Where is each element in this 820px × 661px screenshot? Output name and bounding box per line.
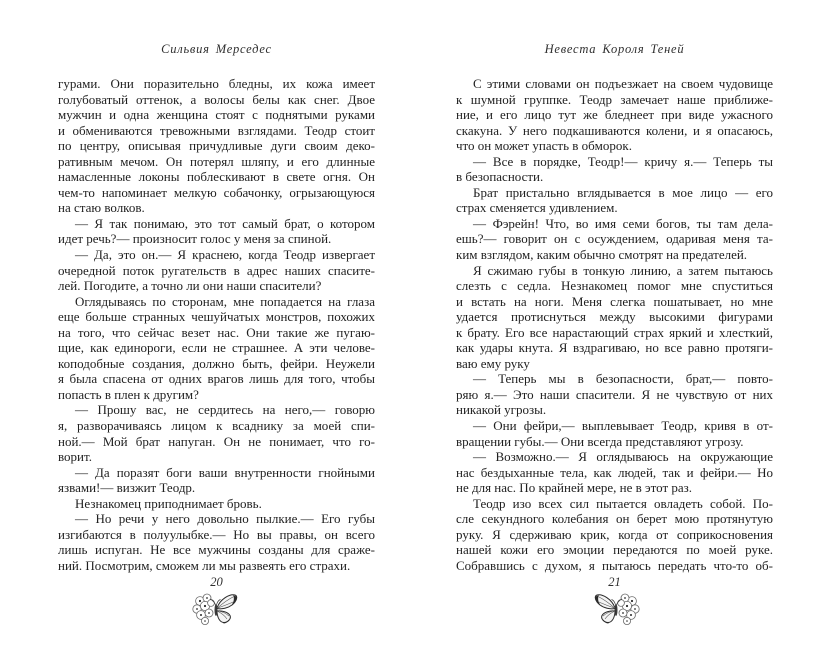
text-line: голубоватый оттенок, а волосы белы как снег. Двое <box>58 91 375 107</box>
text-line: — Фэрейн! Что, во имя семи богов, ты там дела- <box>473 215 773 231</box>
text-line: никакой угрозы. <box>456 402 547 418</box>
text-block <box>456 76 773 574</box>
text-line: Оглядываясь по сторонам, мне попадается на глаза <box>75 293 375 309</box>
text-line: и обмениваются тревожными взглядами. Теодр стоит <box>58 122 375 138</box>
text-line: изгибаются в полуулыбке.— Но вы правы, он всего <box>58 526 375 542</box>
text-line: к шумной группке. Теодр замечает наше приближе- <box>456 91 773 107</box>
text-line: ние, и его лицо тут же бледнеет при виде ужасного <box>456 107 773 123</box>
text-line: — Да, это он.— Я краснею, когда Теодр извергает <box>75 247 375 263</box>
text-line: на того, что сейчас везет нас. Они такие же пугаю- <box>58 324 375 340</box>
text-line: — Но речи у него довольно пылкие.— Его губы <box>75 511 375 527</box>
text-line: — Да поразят боги ваши внутренности гнойными <box>75 464 375 480</box>
text-line: — Они фейри,— выплевывает Теодр, кривя в от- <box>473 418 773 434</box>
text-line: ряю я.— Это наши спасители. Я не чувствую от них <box>456 386 773 402</box>
text-line: слезть с седла. Незнакомец помог мне спуститься <box>456 278 773 294</box>
text-line: С этими словами он подъезжает на своем чудовище <box>473 76 773 91</box>
text-line: удается протиснуться между высокими фигурами <box>456 309 773 325</box>
text-line: что он может упасть в обморок. <box>456 138 632 154</box>
text-line: ний. Посмотрим, сможем ли мы развеять его страхи. <box>58 557 351 573</box>
text-line: язвами!— визжит Теодр. <box>58 480 196 496</box>
text-block <box>58 76 375 574</box>
text-line: к брату. Его все нарастающий страх яркий и хлесткий, <box>456 324 773 340</box>
text-line: Я сжимаю губы в тонкую линию, а затем пытаюсь <box>473 262 773 278</box>
text-line: — Теперь мы в безопасности, брат,— повто- <box>473 371 773 387</box>
text-line: идет речь?— произносит голос у меня за спиной. <box>58 231 332 247</box>
text-line: еще больше странных чешуйчатых монстров, похожих <box>58 309 375 325</box>
text-line: ешь?— говорит он с осуждением, одаривая меня та- <box>456 231 773 247</box>
text-line: попасть в плен к другим? <box>58 386 199 402</box>
text-line: скакуна. У него подкашиваются колени, и я опасаюсь, <box>456 122 773 138</box>
text-line: гурами. Они поразительно бледны, их кожа имеет <box>58 76 375 91</box>
text-line: намасленные локоны поблескивают в свете огня. Он <box>58 169 375 185</box>
page-number: 20 <box>210 575 223 589</box>
text-line: вращении губы.— Они всегда представляют угрозу. <box>456 433 744 449</box>
text-line: ной.— Мой брат напуган. Он не понимает, что го- <box>58 433 375 449</box>
text-line: — Все в порядке, Теодр!— кричу я.— Теперь ты <box>473 153 773 169</box>
text-line: — Возможно.— Я оглядываюсь на окружающие <box>473 449 773 465</box>
text-line: чем-то напоминает мелкую собачонку, огрызающуюся <box>58 184 375 200</box>
text-line: ким взглядом, каким обычно смотрят на предателей. <box>456 247 748 263</box>
butterfly-flowers-ornament <box>58 591 375 627</box>
butterfly-icon <box>590 591 640 627</box>
text-line: по центру, описывая причудливые дуги своим деко- <box>58 138 375 154</box>
butterfly-icon <box>192 591 242 627</box>
text-line: очередной поток ругательств в адрес наших спасите- <box>58 262 375 278</box>
text-line: и встать на ноги. Меня слегка пошатывает, но мне <box>456 293 773 309</box>
text-line: страх сменяется удивлением. <box>456 200 618 216</box>
text-line: ворит. <box>58 449 92 465</box>
butterfly-flowers-ornament <box>456 591 773 627</box>
text-line: — Я так понимаю, это тот самый брат, о котором <box>75 215 375 231</box>
text-line: Брат пристально вглядывается в мое лицо — его <box>473 184 773 200</box>
text-line: руку. Я сдерживаю крик, когда от соприкосновения <box>456 526 773 542</box>
text-line: ративным мечом. Он потерял шляпу, и его длинные <box>58 153 375 169</box>
text-line: Собравшись с духом, я пытаюсь передать что-то об- <box>456 557 773 573</box>
text-line: нашей кожи его эмоции передаются по моей руке. <box>456 542 773 558</box>
text-line: как удары кнута. Я вздрагиваю, но все равно протяги- <box>456 340 773 356</box>
text-line: я, разворачиваясь лицом к всаднику за моей спи- <box>58 418 375 434</box>
left-page <box>58 0 375 661</box>
text-line: нас бездыханные тела, как людей, так и фейри.— Но <box>456 464 773 480</box>
text-line: Теодр изо всех сил пытается овладеть собой. По- <box>473 495 773 511</box>
text-line: щие, как единороги, если не страшнее. А эти челове- <box>58 340 375 356</box>
running-header-title: Невеста Короля Теней <box>544 42 685 56</box>
text-line: Незнакомец приподнимает бровь. <box>75 495 262 511</box>
text-line: не для нас. По крайней мере, не в этот раз. <box>456 480 693 496</box>
right-page <box>456 0 773 661</box>
text-line: сле секундного колебания он берет мою протянутую <box>456 511 773 527</box>
running-header-author: Сильвия Мерседес <box>161 42 272 56</box>
text-line: ваю ему руку <box>456 355 530 371</box>
text-line: на стаю волков. <box>58 200 145 216</box>
page-number: 21 <box>608 575 621 589</box>
text-line: лишь испуган. Не все мужчины созданы для сраже- <box>58 542 375 558</box>
text-line: — Прошу вас, не сердитесь на него,— говорю <box>75 402 375 418</box>
text-line: я была спасена от одних врагов лишь для того, чтобы <box>58 371 375 387</box>
text-line: в безопасности. <box>456 169 544 185</box>
text-line: лей. Погодите, а точно ли они наши спасители? <box>58 278 322 294</box>
text-line: мужчин и одна женщина стоят с поднятыми руками <box>58 107 375 123</box>
text-line: коподобные создания, должно быть, фейри. Неужели <box>58 355 375 371</box>
